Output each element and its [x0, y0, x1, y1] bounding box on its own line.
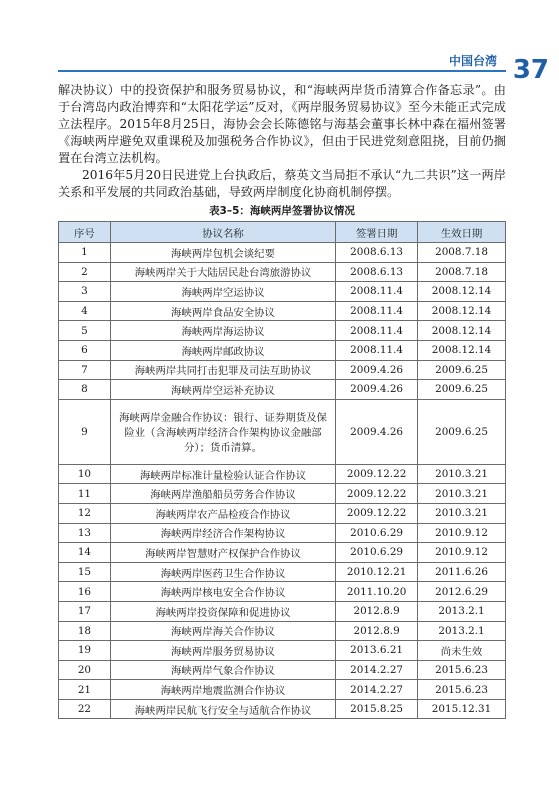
signed-date: 2008.11.4 — [336, 282, 418, 302]
row-index: 5 — [59, 321, 111, 341]
agreement-name: 海峡两岸核电安全合作协议 — [110, 582, 335, 602]
row-index: 21 — [59, 680, 111, 700]
signed-date: 2009.12.22 — [336, 503, 418, 523]
table-row — [59, 243, 506, 263]
agreement-name: 海峡两岸金融合作协议：银行、证券期货及保险业（含海峡两岸经济合作架构协议金融部分）；货币清算。 — [110, 399, 335, 464]
signed-date: 2014.2.27 — [336, 660, 418, 680]
row-index: 9 — [59, 399, 111, 464]
section-label: 中国台湾 — [448, 54, 497, 68]
agreement-name: 海峡两岸标准计量检验认证合作协议 — [110, 464, 335, 484]
effective-date: 2009.6.25 — [418, 399, 506, 464]
table-row — [59, 621, 506, 641]
table-row — [59, 582, 506, 602]
effective-date: 2010.9.12 — [418, 543, 506, 563]
agreement-name: 海峡两岸投资保障和促进协议 — [110, 601, 335, 621]
row-index: 6 — [59, 340, 111, 360]
effective-date: 2015.12.31 — [418, 699, 506, 719]
signed-date: 2008.11.4 — [336, 340, 418, 360]
paragraph-2: 2016年5月20日民进党上台执政后，蔡英文当局拒不承认“九二共识”这一两岸关系和平发展的共同政治基础，导致两岸制度化协商机制停摆。 — [58, 168, 506, 199]
table-row — [59, 562, 506, 582]
table-row — [59, 641, 506, 661]
effective-date: 2009.6.25 — [418, 380, 506, 400]
signed-date: 2009.4.26 — [336, 380, 418, 400]
row-index: 10 — [59, 464, 111, 484]
signed-date: 2012.8.9 — [336, 621, 418, 641]
page-header — [0, 0, 559, 90]
effective-date: 2008.12.14 — [418, 282, 506, 302]
row-index: 15 — [59, 562, 111, 582]
header-rule — [58, 70, 506, 72]
row-index: 14 — [59, 543, 111, 563]
column-header-signed: 签署日期 — [336, 222, 418, 243]
effective-date: 2009.6.25 — [418, 360, 506, 380]
agreement-name: 海峡两岸空运协议 — [110, 282, 335, 302]
column-header-name: 协议名称 — [110, 222, 335, 243]
signed-date: 2009.4.26 — [336, 360, 418, 380]
signed-date: 2008.11.4 — [336, 301, 418, 321]
signed-date: 2014.2.27 — [336, 680, 418, 700]
agreement-name: 海峡两岸海运协议 — [110, 321, 335, 341]
signed-date: 2008.6.13 — [336, 243, 418, 263]
agreement-name: 海峡两岸地震监测合作协议 — [110, 680, 335, 700]
table-row — [59, 601, 506, 621]
row-index: 4 — [59, 301, 111, 321]
signed-date: 2009.12.22 — [336, 484, 418, 504]
row-index: 16 — [59, 582, 111, 602]
row-index: 1 — [59, 243, 111, 263]
row-index: 2 — [59, 262, 111, 282]
table-row — [59, 360, 506, 380]
table-row — [59, 464, 506, 484]
signed-date: 2015.8.25 — [336, 699, 418, 719]
signed-date: 2008.6.13 — [336, 262, 418, 282]
agreement-name: 海峡两岸气象合作协议 — [110, 660, 335, 680]
agreement-name: 海峡两岸民航飞行安全与适航合作协议 — [110, 699, 335, 719]
effective-date: 2015.6.23 — [418, 680, 506, 700]
paragraph-1: 解决协议）中的投资保护和服务贸易协议，和“海峡两岸货币清算合作备忘录”。由于台湾岛内政治博弈和“太阳花学运”反对，《两岸服务贸易协议》至今未能正式完成立法程序。2015年8月25日，海协会会长陈德铭与海基会董事长林中森在福州签署《海峡两岸避免双重课税及加强税务合作协议》，但由于民进党刻意阻挠，目前仍搁置在台湾立法机构。 — [58, 83, 506, 165]
effective-date: 2013.2.1 — [418, 621, 506, 641]
agreement-name: 海峡两岸服务贸易协议 — [110, 641, 335, 661]
signed-date: 2011.10.20 — [336, 582, 418, 602]
row-index: 7 — [59, 360, 111, 380]
table-row — [59, 523, 506, 543]
row-index: 3 — [59, 282, 111, 302]
agreement-name: 海峡两岸医药卫生合作协议 — [110, 562, 335, 582]
effective-date: 2010.3.21 — [418, 503, 506, 523]
effective-date: 2010.9.12 — [418, 523, 506, 543]
agreement-name: 海峡两岸食品安全协议 — [110, 301, 335, 321]
signed-date: 2012.8.9 — [336, 601, 418, 621]
table-row — [59, 660, 506, 680]
signed-date: 2008.11.4 — [336, 321, 418, 341]
signed-date: 2013.6.21 — [336, 641, 418, 661]
agreement-name: 海峡两岸经济合作架构协议 — [110, 523, 335, 543]
table-header-row — [59, 222, 506, 243]
row-index: 18 — [59, 621, 111, 641]
agreement-name: 海峡两岸渔船船员劳务合作协议 — [110, 484, 335, 504]
effective-date: 2015.6.23 — [418, 660, 506, 680]
page-body — [58, 82, 506, 719]
effective-date: 2008.12.14 — [418, 340, 506, 360]
table-row — [59, 680, 506, 700]
table-row — [59, 380, 506, 400]
row-index: 22 — [59, 699, 111, 719]
row-index: 13 — [59, 523, 111, 543]
page-number: 37 — [512, 55, 549, 85]
table-row — [59, 262, 506, 282]
table-row — [59, 699, 506, 719]
effective-date: 2008.12.14 — [418, 301, 506, 321]
table-row — [59, 543, 506, 563]
signed-date: 2010.6.29 — [336, 523, 418, 543]
row-index: 20 — [59, 660, 111, 680]
effective-date: 2010.3.21 — [418, 464, 506, 484]
table-body — [59, 243, 506, 719]
row-index: 17 — [59, 601, 111, 621]
agreement-name: 海峡两岸邮政协议 — [110, 340, 335, 360]
row-index: 12 — [59, 503, 111, 523]
agreement-name: 海峡两岸海关合作协议 — [110, 621, 335, 641]
table-row — [59, 340, 506, 360]
column-header-index: 序号 — [59, 222, 111, 243]
effective-date: 2010.3.21 — [418, 484, 506, 504]
agreement-name: 海峡两岸共同打击犯罪及司法互助协议 — [110, 360, 335, 380]
agreements-table — [58, 221, 506, 719]
agreement-name: 海峡两岸智慧财产权保护合作协议 — [110, 543, 335, 563]
table-row — [59, 503, 506, 523]
effective-date: 2011.6.26 — [418, 562, 506, 582]
effective-date: 尚未生效 — [418, 641, 506, 661]
signed-date: 2010.12.21 — [336, 562, 418, 582]
agreement-name: 海峡两岸空运补充协议 — [110, 380, 335, 400]
table-row — [59, 282, 506, 302]
agreement-name: 海峡两岸包机会谈纪要 — [110, 243, 335, 263]
table-row — [59, 399, 506, 464]
table-row — [59, 484, 506, 504]
row-index: 19 — [59, 641, 111, 661]
agreement-name: 海峡两岸关于大陆居民赴台湾旅游协议 — [110, 262, 335, 282]
effective-date: 2013.2.1 — [418, 601, 506, 621]
signed-date: 2010.6.29 — [336, 543, 418, 563]
table-row — [59, 301, 506, 321]
table-row — [59, 321, 506, 341]
table-caption: 表3–5：海峡两岸签署协议情况 — [209, 205, 355, 217]
column-header-effective: 生效日期 — [418, 222, 506, 243]
effective-date: 2008.7.18 — [418, 243, 506, 263]
effective-date: 2008.7.18 — [418, 262, 506, 282]
signed-date: 2009.4.26 — [336, 399, 418, 464]
row-index: 11 — [59, 484, 111, 504]
signed-date: 2009.12.22 — [336, 464, 418, 484]
effective-date: 2008.12.14 — [418, 321, 506, 341]
effective-date: 2012.6.29 — [418, 582, 506, 602]
row-index: 8 — [59, 380, 111, 400]
agreement-name: 海峡两岸农产品检疫合作协议 — [110, 503, 335, 523]
